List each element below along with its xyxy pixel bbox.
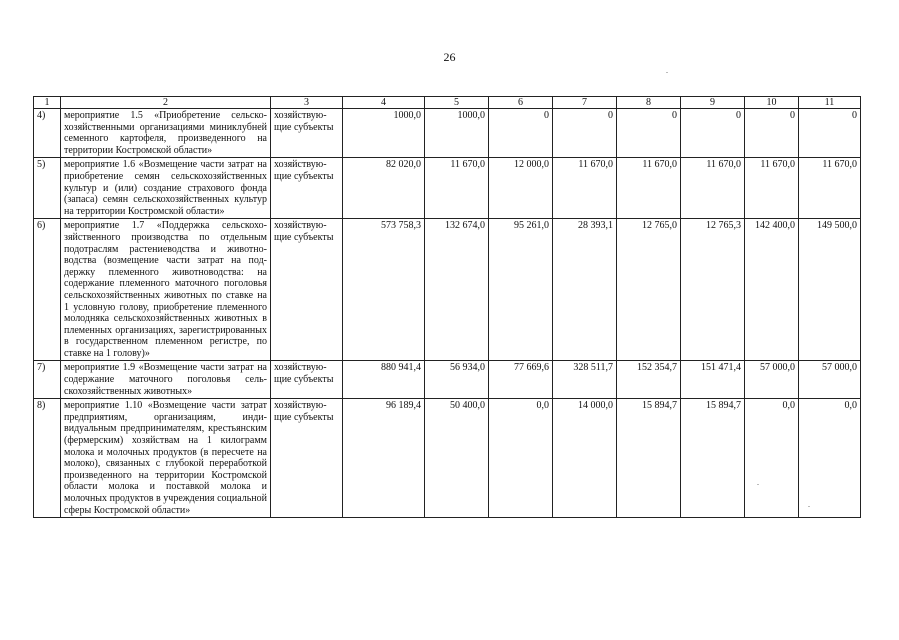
value-cell: 0,0 — [799, 399, 861, 518]
value-cell: 95 261,0 — [489, 219, 553, 361]
value-cell: 96 189,4 — [343, 399, 425, 518]
value-cell: 12 765,0 — [617, 219, 681, 361]
page-number: 26 — [443, 50, 456, 64]
executor: хозяйствующие субъекты — [271, 158, 343, 219]
measure-description: мероприятие 1.10 «Возмещение части затрат предприятиям, организациям, индивидуальным предпринимателям, крестьянским (фермерским) хозяйствам на 1 килограмм молока и молочных продуктов (в пересчете на молоко), связанных с глубокой переработкой произведенного на территории Костромской области молока и поставкой молока и молочных продуктов в учреждения социальной сферы Костромской области» — [61, 399, 271, 518]
value-cell: 15 894,7 — [681, 399, 745, 518]
value-cell: 573 758,3 — [343, 219, 425, 361]
scan-speck — [757, 484, 759, 485]
value-cell: 149 500,0 — [799, 219, 861, 361]
row-index: 8) — [34, 399, 61, 518]
table-row — [34, 109, 861, 158]
value-cell: 0 — [745, 109, 799, 158]
value-cell: 11 670,0 — [553, 158, 617, 219]
value-cell: 328 511,7 — [553, 361, 617, 399]
executor: хозяйствующие субъекты — [271, 219, 343, 361]
table-row — [34, 158, 861, 219]
measure-description: мероприятие 1.6 «Возмещение части затрат на приобретение семян сельскохозяйственных культур и (или) создание страхового фонда (запаса) семян сельскохозяйственных культур на территории Костромской области» — [61, 158, 271, 219]
table-row — [34, 399, 861, 518]
table-row — [34, 219, 861, 361]
value-cell: 11 670,0 — [681, 158, 745, 219]
budget-table — [33, 96, 861, 518]
value-cell: 57 000,0 — [799, 361, 861, 399]
value-cell: 880 941,4 — [343, 361, 425, 399]
scan-speck — [808, 506, 810, 507]
value-cell: 12 000,0 — [489, 158, 553, 219]
value-cell: 82 020,0 — [343, 158, 425, 219]
scan-speck — [666, 72, 668, 73]
value-cell: 11 670,0 — [425, 158, 489, 219]
value-cell: 0,0 — [489, 399, 553, 518]
value-cell: 28 393,1 — [553, 219, 617, 361]
value-cell: 151 471,4 — [681, 361, 745, 399]
row-index: 6) — [34, 219, 61, 361]
column-header: 10 — [745, 97, 799, 109]
row-index: 4) — [34, 109, 61, 158]
column-header: 11 — [799, 97, 861, 109]
column-header: 8 — [617, 97, 681, 109]
value-cell: 77 669,6 — [489, 361, 553, 399]
row-index: 7) — [34, 361, 61, 399]
column-header: 9 — [681, 97, 745, 109]
value-cell: 11 670,0 — [617, 158, 681, 219]
value-cell: 0 — [553, 109, 617, 158]
value-cell: 50 400,0 — [425, 399, 489, 518]
column-header: 5 — [425, 97, 489, 109]
value-cell: 142 400,0 — [745, 219, 799, 361]
column-header: 6 — [489, 97, 553, 109]
value-cell: 1000,0 — [425, 109, 489, 158]
measure-description: мероприятие 1.9 «Возмещение части затрат на содержание маточного поголовья сельскохозяйственных животных» — [61, 361, 271, 399]
executor: хозяйствующие субъекты — [271, 109, 343, 158]
measure-description: мероприятие 1.5 «Приобретение сельскохозяйственными организациями миниклубней семенного картофеля, произведенного на территории Костромской области» — [61, 109, 271, 158]
value-cell: 1000,0 — [343, 109, 425, 158]
value-cell: 0 — [799, 109, 861, 158]
column-header: 4 — [343, 97, 425, 109]
value-cell: 11 670,0 — [745, 158, 799, 219]
value-cell: 0 — [489, 109, 553, 158]
row-index: 5) — [34, 158, 61, 219]
value-cell: 132 674,0 — [425, 219, 489, 361]
column-header: 7 — [553, 97, 617, 109]
value-cell: 56 934,0 — [425, 361, 489, 399]
executor: хозяйствующие субъекты — [271, 399, 343, 518]
value-cell: 0 — [681, 109, 745, 158]
value-cell: 14 000,0 — [553, 399, 617, 518]
value-cell: 0,0 — [745, 399, 799, 518]
column-header: 2 — [61, 97, 271, 109]
value-cell: 57 000,0 — [745, 361, 799, 399]
column-header: 3 — [271, 97, 343, 109]
column-header: 1 — [34, 97, 61, 109]
value-cell: 15 894,7 — [617, 399, 681, 518]
value-cell: 11 670,0 — [799, 158, 861, 219]
header-row — [34, 97, 861, 109]
executor: хозяйствующие субъекты — [271, 361, 343, 399]
value-cell: 152 354,7 — [617, 361, 681, 399]
table-row — [34, 361, 861, 399]
value-cell: 0 — [617, 109, 681, 158]
measure-description: мероприятие 1.7 «Поддержка сельскохозяйственного производства по отдельным подотраслям растениеводства и животноводства (возмещение части затрат на поддержку племенного животноводства: на содержание племенного маточного поголовья сельскохозяйственных животных по ставке на 1 условную голову, приобретение племенного молодняка сельскохозяйственных животных в племенных организациях, зарегистрированных в государственном племенном регистре, по ставке на 1 голову)» — [61, 219, 271, 361]
value-cell: 12 765,3 — [681, 219, 745, 361]
